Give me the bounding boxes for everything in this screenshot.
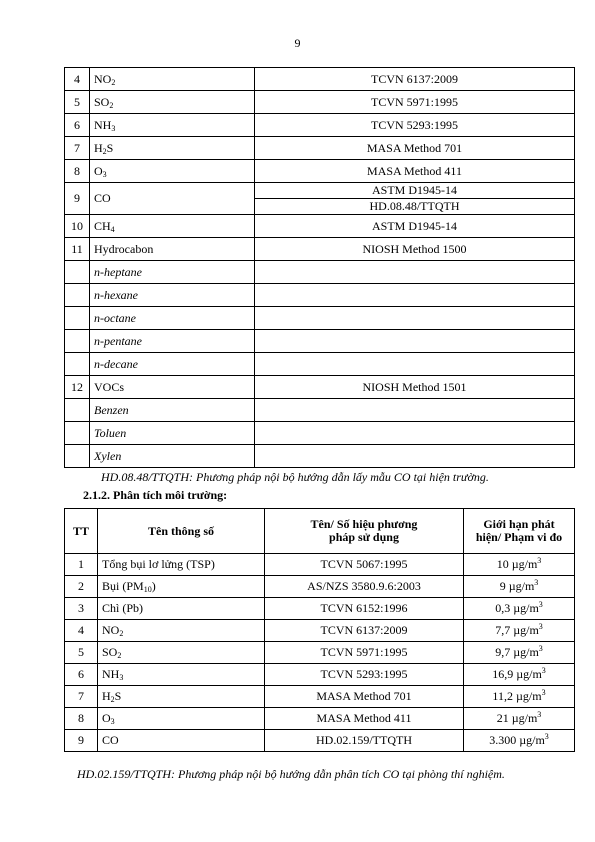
row-number	[65, 353, 90, 376]
row-number: 4	[65, 620, 98, 642]
table-row	[65, 422, 575, 445]
method-cell: TCVN 5067:1995	[265, 554, 464, 576]
method-cell	[255, 261, 575, 284]
parameter-cell	[98, 554, 265, 576]
table-row	[65, 399, 575, 422]
row-number: 6	[65, 664, 98, 686]
limit-unit-exponent: 3	[541, 688, 546, 697]
parameter-cell	[90, 238, 255, 261]
parameter-text: Benzen	[94, 402, 129, 417]
parameter-text: Toluen	[94, 425, 127, 440]
table-row	[65, 68, 575, 91]
parameter-subscript: 2	[102, 146, 107, 156]
table-row	[65, 686, 575, 708]
method-cell	[255, 307, 575, 330]
parameter-cell	[90, 261, 255, 284]
table-row	[65, 91, 575, 114]
table-row	[65, 708, 575, 730]
limit-unit-exponent: 3	[544, 732, 549, 741]
row-number: 12	[65, 376, 90, 399]
parameter-cell	[90, 215, 255, 238]
parameter-subscript: 3	[102, 169, 107, 179]
row-number: 7	[65, 686, 98, 708]
row-number: 10	[65, 215, 90, 238]
method-cell: NIOSH Method 1500	[255, 238, 575, 261]
parameter-text: CO	[94, 191, 111, 205]
parameter-cell	[90, 330, 255, 353]
row-number: 7	[65, 137, 90, 160]
parameter-text: CO	[102, 733, 119, 747]
parameter-subscript: 3	[111, 123, 116, 133]
parameter-suffix: S	[114, 689, 122, 703]
parameter-subscript: 2	[109, 100, 114, 110]
limit-unit-exponent: 3	[538, 622, 543, 631]
parameter-cell	[98, 730, 265, 752]
method-cell: HD.08.48/TTQTH	[255, 199, 575, 215]
limit-cell	[464, 554, 575, 576]
table-row	[65, 261, 575, 284]
row-number: 5	[65, 642, 98, 664]
parameter-cell	[98, 576, 265, 598]
row-number: 9	[65, 730, 98, 752]
parameter-suffix: S	[106, 140, 114, 155]
parameter-cell	[98, 708, 265, 730]
parameter-subscript: 3	[110, 717, 115, 726]
header-method	[265, 509, 464, 554]
parameter-text: n-heptane	[94, 264, 142, 279]
row-number: 8	[65, 160, 90, 183]
parameter-text: O	[102, 711, 111, 725]
limit-cell	[464, 598, 575, 620]
limit-unit-exponent: 3	[537, 710, 542, 719]
parameter-text: NH	[94, 117, 112, 132]
row-number: 8	[65, 708, 98, 730]
parameter-text: Bụi (PM	[102, 579, 144, 593]
parameter-cell	[90, 376, 255, 399]
method-cell: MASA Method 411	[265, 708, 464, 730]
method-cell: TCVN 6152:1996	[265, 598, 464, 620]
table-row	[65, 330, 575, 353]
parameter-cell	[90, 422, 255, 445]
method-cell: NIOSH Method 1501	[255, 376, 575, 399]
row-number: 5	[65, 91, 90, 114]
method-cell	[255, 422, 575, 445]
parameter-text: NO	[102, 623, 120, 637]
parameter-cell	[90, 399, 255, 422]
parameter-cell	[90, 353, 255, 376]
parameter-cell	[98, 686, 265, 708]
limit-value: 7,7 µg/m	[495, 623, 539, 637]
limit-value: 9 µg/m	[499, 579, 535, 593]
parameter-subscript: 2	[111, 77, 116, 87]
method-cell	[255, 445, 575, 468]
method-cell: TCVN 5293:1995	[265, 664, 464, 686]
parameter-cell	[90, 183, 255, 215]
parameter-text: n-hexane	[94, 287, 138, 302]
parameter-subscript: 2	[117, 651, 122, 660]
header-limit	[464, 509, 575, 554]
page-number: 9	[294, 36, 301, 50]
limit-cell	[464, 576, 575, 598]
parameter-text: Tổng bụi lơ lửng (TSP)	[102, 557, 215, 571]
method-cell: TCVN 6137:2009	[255, 68, 575, 91]
table-row	[65, 664, 575, 686]
parameter-cell	[90, 445, 255, 468]
table-row	[65, 445, 575, 468]
parameter-text: n-pentane	[94, 333, 142, 348]
limit-cell	[464, 708, 575, 730]
method-cell: AS/NZS 3580.9.6:2003	[265, 576, 464, 598]
method-cell: HD.02.159/TTQTH	[265, 730, 464, 752]
section-heading: 2.1.2. Phân tích môi trường:	[83, 488, 228, 502]
limit-unit-exponent: 3	[534, 578, 539, 587]
parameter-subscript: 4	[110, 224, 115, 234]
table-row	[65, 238, 575, 261]
header-parameter: Tên thông số	[98, 509, 265, 554]
limit-cell	[464, 664, 575, 686]
table-row	[65, 576, 575, 598]
parameter-text: n-octane	[94, 310, 136, 325]
table-row	[65, 620, 575, 642]
parameter-cell	[90, 68, 255, 91]
parameter-text: H	[102, 689, 111, 703]
parameter-text: O	[94, 163, 103, 178]
parameter-cell	[90, 114, 255, 137]
method-cell: MASA Method 411	[255, 160, 575, 183]
table-row	[65, 353, 575, 376]
analysis-note: HD.02.159/TTQTH: Phương pháp nội bộ hướng dẫn phân tích CO tại phòng thí nghiệm.	[77, 767, 505, 781]
header-limit-text: Giới hạn phát hiện/ Phạm vi đo	[475, 517, 563, 544]
limit-value: 3.300 µg/m	[489, 733, 545, 747]
parameter-cell	[98, 620, 265, 642]
row-number	[65, 330, 90, 353]
header-method-text: Tên/ Số hiệu phương pháp sử dụng	[310, 517, 418, 544]
table-row	[65, 215, 575, 238]
method-cell: TCVN 5971:1995	[265, 642, 464, 664]
parameter-subscript: 2	[119, 629, 124, 638]
table-row	[65, 284, 575, 307]
parameter-cell	[90, 284, 255, 307]
row-number: 11	[65, 238, 90, 261]
parameter-text: Chì (Pb)	[102, 601, 144, 615]
parameter-cell	[90, 160, 255, 183]
method-cell	[255, 284, 575, 307]
row-number	[65, 422, 90, 445]
parameter-text: H	[94, 140, 103, 155]
limit-cell	[464, 642, 575, 664]
sampling-methods-table	[64, 67, 575, 468]
parameter-text: CH	[94, 218, 111, 233]
row-number	[65, 261, 90, 284]
row-number: 9	[65, 183, 90, 215]
parameter-cell	[90, 307, 255, 330]
row-number	[65, 445, 90, 468]
parameter-subscript: 3	[119, 673, 124, 682]
limit-unit-exponent: 3	[538, 600, 543, 609]
method-cell: ASTM D1945-14	[255, 183, 575, 199]
limit-cell	[464, 620, 575, 642]
parameter-cell	[98, 598, 265, 620]
method-cell: TCVN 5293:1995	[255, 114, 575, 137]
row-number: 4	[65, 68, 90, 91]
parameter-cell	[90, 137, 255, 160]
table-row	[65, 730, 575, 752]
row-number: 1	[65, 554, 98, 576]
table-row	[65, 642, 575, 664]
row-number	[65, 284, 90, 307]
parameter-text: NH	[102, 667, 120, 681]
method-cell: MASA Method 701	[255, 137, 575, 160]
parameter-text: SO	[94, 94, 110, 109]
method-cell	[255, 353, 575, 376]
row-number	[65, 399, 90, 422]
parameter-subscript: 10	[143, 585, 152, 594]
table-row	[65, 554, 575, 576]
header-tt: TT	[65, 509, 98, 554]
limit-value: 10 µg/m	[496, 557, 538, 571]
table-row	[65, 183, 575, 199]
limit-value: 21 µg/m	[496, 711, 538, 725]
parameter-suffix: )	[151, 579, 156, 593]
limit-unit-exponent: 3	[537, 556, 542, 565]
limit-cell	[464, 686, 575, 708]
limit-value: 11,2 µg/m	[492, 689, 542, 703]
parameter-text: n-decane	[94, 356, 138, 371]
table-row	[65, 307, 575, 330]
limit-value: 16,9 µg/m	[492, 667, 542, 681]
method-cell: MASA Method 701	[265, 686, 464, 708]
limit-value: 0,3 µg/m	[495, 601, 539, 615]
row-number: 2	[65, 576, 98, 598]
method-cell	[255, 330, 575, 353]
limit-unit-exponent: 3	[538, 644, 543, 653]
limit-cell	[464, 730, 575, 752]
method-cell	[255, 399, 575, 422]
limit-unit-exponent: 3	[541, 666, 546, 675]
sampling-note: HD.08.48/TTQTH: Phương pháp nội bộ hướng dẫn lấy mẫu CO tại hiện trường.	[101, 470, 489, 484]
table-row	[65, 160, 575, 183]
parameter-text: NO	[94, 71, 112, 86]
parameter-cell	[90, 91, 255, 114]
method-cell: TCVN 5971:1995	[255, 91, 575, 114]
row-number: 6	[65, 114, 90, 137]
parameter-text: SO	[102, 645, 118, 659]
table-row	[65, 598, 575, 620]
row-number: 3	[65, 598, 98, 620]
table-row	[65, 114, 575, 137]
parameter-cell	[98, 642, 265, 664]
table-row	[65, 137, 575, 160]
limit-value: 9,7 µg/m	[495, 645, 539, 659]
parameter-cell	[98, 664, 265, 686]
table-row	[65, 376, 575, 399]
analysis-methods-table	[64, 508, 575, 752]
row-number	[65, 307, 90, 330]
method-cell: ASTM D1945-14	[255, 215, 575, 238]
parameter-subscript: 2	[110, 695, 115, 704]
parameter-text: Xylen	[94, 448, 122, 463]
table-header-row	[65, 509, 575, 554]
parameter-text: Hydrocabon	[94, 241, 154, 256]
method-cell: TCVN 6137:2009	[265, 620, 464, 642]
parameter-text: VOCs	[94, 379, 125, 394]
